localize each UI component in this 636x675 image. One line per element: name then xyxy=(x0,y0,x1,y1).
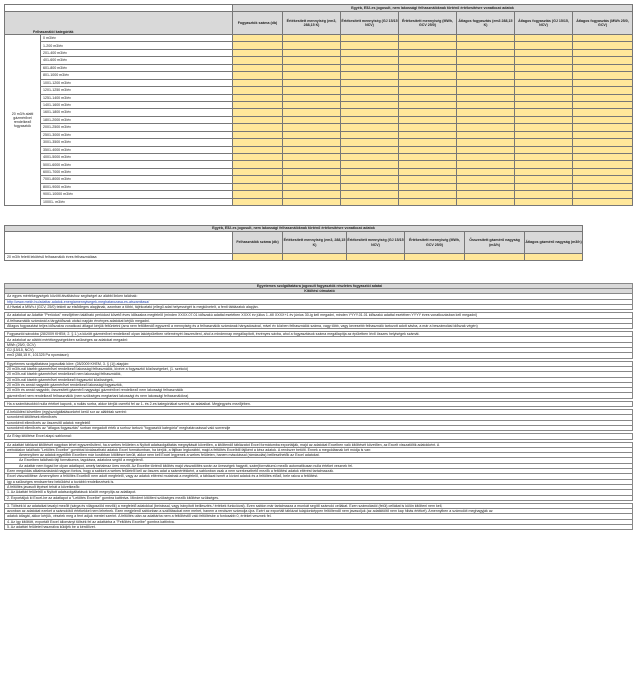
row-label: 1201-1250 m3/év xyxy=(41,87,233,94)
data-cell[interactable] xyxy=(283,124,341,131)
data-cell[interactable] xyxy=(457,109,515,116)
guide-line: adatok átlagát, akkor kérjük, vésztek meg a fent adjuk mentet szerint. A feltöltés után az adattárba nem a feltöltéstől való feltöltésbe a fontosabb 0, értéket vesznek fel. xyxy=(5,514,633,519)
side-label: 20 m3/h alatti gázmérővel rendelkező fogyasztók xyxy=(5,35,41,206)
data-cell[interactable] xyxy=(233,64,283,71)
row-label: 8001-9000 m3/év xyxy=(41,183,233,190)
large-meter-table xyxy=(4,225,583,261)
row-label: 2501-3000 m3/év xyxy=(41,131,233,138)
data-cell[interactable] xyxy=(233,109,283,116)
data-cell[interactable] xyxy=(399,35,457,42)
data-cell[interactable] xyxy=(399,49,457,56)
table-row xyxy=(5,183,633,190)
data-cell[interactable] xyxy=(283,109,341,116)
data-cell[interactable] xyxy=(347,254,405,261)
data-cell[interactable] xyxy=(573,101,633,108)
data-cell[interactable] xyxy=(457,64,515,71)
data-cell[interactable] xyxy=(283,35,341,42)
guide-line: Amennyiben az adatok egyelőbb Excelben már korábban kitöltésre került, akkor nem kell Excel legyenek a webes felületen, hanem másolással (rámásolás) beilleszthetők az Excel adatokat. xyxy=(5,453,633,458)
data-cell[interactable] xyxy=(399,198,457,205)
data-cell[interactable] xyxy=(399,131,457,138)
guide-line: így a szükséges rendszerhez beküldést a további rendelkezések is. xyxy=(5,479,633,484)
data-cell[interactable] xyxy=(573,109,633,116)
data-cell[interactable] xyxy=(341,94,399,101)
table-row xyxy=(5,124,633,131)
guide-line: gázmérővel nem rendelkező felhasználók (nem szükséges megtartani lakossági és nem lakossági felhasználókra) xyxy=(5,393,633,398)
guide-line: 2. Exportáljuk ki Excel-be az adatlapot a "Letöltés Excelbe" gombra kattintva. Mindent kitölteni szükséges mezők kitöltése szükséges. xyxy=(5,495,633,500)
table-row xyxy=(5,72,633,79)
guide-line: Az adatokat az Adattár "Periódus" mezőjében található periódust követő éves időszakra megfelelő (minden XXXX.07.01 időszakú adattal esetében XXXX év július 1.-től XXXX+1 év június 30-ig kell megadni, minden YYYY.01.01 időszakú adattal esetében YYYY éves vonatkozásban kell megadni) xyxy=(5,313,633,318)
conversion-link[interactable]: http://www.mekh.hu/adattar-adatok-energiamennyisegek-meghatarozasa-es-atszamitasa/ xyxy=(5,299,633,304)
data-cell[interactable] xyxy=(283,139,341,146)
data-cell[interactable] xyxy=(399,87,457,94)
data-cell[interactable] xyxy=(457,35,515,42)
column-header: Értékesített mennyiség (MWh, GCV 25/0) xyxy=(399,12,457,35)
guide-line: Az adatokat az alábbi mértékegységekben szükséges az adatokat megadni: xyxy=(5,337,633,342)
column-header: Értékesített mennyiség (GJ 15/15 NCV) xyxy=(341,12,399,35)
data-cell[interactable] xyxy=(341,87,399,94)
guide-line: weboldalon található "Letöltés Excelbe" gombbal kiválasztható adatok Excel formátumban, ha kérjük, a fájlban legkorábbi, majd a feltöltés Excelből fájlként a kész adatok. A rendszer betölti. Ennek a megoldásnak két módja is van: xyxy=(5,447,633,452)
guide-line: azonban az adatokat ezeket a számolótól értékekkel nem lehetnek. Ezen megjelenő sablonban a szállításokat nem mehet, hanem a rendszer számolja újra. Ezért az exportált táblázat tulajdonképpen feltöltendő nem javasoljuk (az adatkitöltő nem kap hibás értéket). Amennyiben a számolóit meghagyják az xyxy=(5,509,633,514)
data-cell[interactable] xyxy=(457,42,515,49)
data-cell[interactable] xyxy=(341,49,399,56)
data-cell[interactable] xyxy=(525,254,583,261)
filling-guide xyxy=(4,283,633,530)
data-cell[interactable] xyxy=(233,79,283,86)
data-cell[interactable] xyxy=(573,87,633,94)
guide-line: Egyetemes szolgáltatásra jogosultak köre: (28/2009 KHEM, 3. § (1)) alapján: xyxy=(5,361,633,366)
table-row xyxy=(5,176,633,183)
data-cell[interactable] xyxy=(341,146,399,153)
row-label: 1251-1400 m3/év xyxy=(41,94,233,101)
category-header: Felhasználói kategóriák xyxy=(5,12,233,35)
guide-line: Az adattár nem fogad be olyan adatlapot, amely tartalmaz üres mezőt. Az Excelbe történő kitöltés majd visszatöltés során az ürességek hagyott, szám)formátumú mezők automatikusan nulla értéket vesznek fel. xyxy=(5,463,633,468)
data-cell[interactable] xyxy=(283,176,341,183)
data-cell[interactable] xyxy=(399,154,457,161)
data-cell[interactable] xyxy=(233,139,283,146)
data-cell[interactable] xyxy=(465,254,525,261)
data-cell[interactable] xyxy=(515,116,573,123)
data-cell[interactable] xyxy=(341,176,399,183)
data-cell[interactable] xyxy=(233,124,283,131)
data-cell[interactable] xyxy=(515,94,573,101)
column-header: Értékesített mennyiség (em3, 288,15 K) xyxy=(283,12,341,35)
data-cell[interactable] xyxy=(283,154,341,161)
data-cell[interactable] xyxy=(283,198,341,205)
data-cell[interactable] xyxy=(573,139,633,146)
data-cell[interactable] xyxy=(573,183,633,190)
guide-line: 4. Az így kitöltött, exportált Excel állományt töltsék fel az adattárba a "Feltöltés Excelbe" gombra kattintva. xyxy=(5,519,633,524)
data-cell[interactable] xyxy=(399,42,457,49)
data-cell[interactable] xyxy=(233,183,283,190)
data-cell[interactable] xyxy=(399,161,457,168)
table-row xyxy=(5,79,633,86)
guide-line: soronkénti ellenőrzés az összesítő adatok megfelelő xyxy=(5,420,633,425)
data-cell[interactable] xyxy=(233,146,283,153)
data-cell[interactable] xyxy=(457,101,515,108)
data-cell[interactable] xyxy=(399,79,457,86)
data-cell[interactable] xyxy=(573,131,633,138)
data-cell[interactable] xyxy=(457,176,515,183)
data-cell[interactable] xyxy=(283,168,341,175)
data-cell[interactable] xyxy=(341,183,399,190)
table-row xyxy=(5,64,633,71)
data-cell[interactable] xyxy=(341,116,399,123)
data-cell[interactable] xyxy=(233,57,283,64)
data-cell[interactable] xyxy=(283,116,341,123)
row-label: 7001-8000 m3/év xyxy=(41,176,233,183)
guide-line: Ezen megoldás alkalmazásánál nagyon fontos, hogy a sablont a webes felületről kell az összes adat a számértékként, a sablonban csak a nem szerkeszthető mezők a feltöltési adatok eltérést tartalmazzák. xyxy=(5,469,633,474)
data-cell[interactable] xyxy=(573,35,633,42)
column-header: Átlagos fogyasztás (em3 288,15 K) xyxy=(457,12,515,35)
row-label: 6001-7000 m3/év xyxy=(41,168,233,175)
data-cell[interactable] xyxy=(515,57,573,64)
row-label: 401-600 m3/év xyxy=(41,57,233,64)
row-label: 801-1000 m3/év xyxy=(41,72,233,79)
data-cell[interactable] xyxy=(515,42,573,49)
guide-line: 20 m3/h-nál kisebb gázmérővel rendelkező nem lakossági felhasználók, xyxy=(5,372,633,377)
data-cell[interactable] xyxy=(233,94,283,101)
guide-line: 1. Az Adattári felületről a Nyitott adatszolgáltatások között megnyitja az adatlapot. xyxy=(5,490,633,495)
data-cell[interactable] xyxy=(283,131,341,138)
data-cell[interactable] xyxy=(233,161,283,168)
consumption-category-table xyxy=(4,4,633,206)
data-cell[interactable] xyxy=(573,161,633,168)
row-label: 1601-1800 m3/év xyxy=(41,109,233,116)
table-row xyxy=(5,139,633,146)
data-cell[interactable] xyxy=(457,154,515,161)
guide-line: 5. Az adattári felületet használva küldjék be a kérdőívet. xyxy=(5,524,633,529)
guide-line: Ha a számításokból nulla értéket kapunk, a nullás sorba, akkor kérjük cseréld fel az 1- és 2-es kategóriákat szerint, az adataikat. Megjegyzés mezőjében. xyxy=(5,401,633,406)
data-cell[interactable] xyxy=(233,35,283,42)
data-cell[interactable] xyxy=(457,94,515,101)
guide-line: Az adattári táblázat kitöltését nagyban lehet egyszerűsíteni, ha a webes felületen a Nyitott adatszolgáltatás megnyitását követően, a kitöltendő táblázatot Excel formátumba exportálják, majd az adatokat Excelben való kitöltését követően, az Excelt visszatöltik adatokként. A xyxy=(5,442,633,447)
data-cell[interactable] xyxy=(457,198,515,205)
data-cell[interactable] xyxy=(399,191,457,198)
table-row xyxy=(5,101,633,108)
guide-line: A beküldést követően (egy)szolgáltatásonként kerül sor az alábbiak szerint: xyxy=(5,410,633,415)
data-cell[interactable] xyxy=(399,72,457,79)
guide-line: MWh (25/0, GCV) xyxy=(5,342,633,347)
table-row xyxy=(5,146,633,153)
data-cell[interactable] xyxy=(341,198,399,205)
row-label: 1001-1200 m3/év xyxy=(41,79,233,86)
data-cell[interactable] xyxy=(283,64,341,71)
data-cell[interactable] xyxy=(341,109,399,116)
column-header: Összesített gázmérő nagyság (m3/h) xyxy=(465,232,525,254)
guide-subtitle: Kitöltési útmutató xyxy=(5,289,633,294)
data-cell[interactable] xyxy=(457,79,515,86)
data-cell[interactable] xyxy=(341,57,399,64)
data-cell[interactable] xyxy=(341,131,399,138)
data-cell[interactable] xyxy=(399,168,457,175)
data-cell[interactable] xyxy=(457,139,515,146)
data-cell[interactable] xyxy=(573,49,633,56)
data-cell[interactable] xyxy=(283,161,341,168)
guide-line: GJ (15/15, NCV) xyxy=(5,348,633,353)
column-header: Átlagos fogyasztás (MWh 25/0, GCV) xyxy=(573,12,633,35)
data-cell[interactable] xyxy=(515,146,573,153)
data-cell[interactable] xyxy=(573,72,633,79)
guide-line: soronkénti ellenőrzés az "átlagos fogyasztás" sorban megadott érték a sorhoz tartozó "fogyasztói kategória" meghatározással való sorrendje xyxy=(5,425,633,430)
data-cell[interactable] xyxy=(341,79,399,86)
table-row xyxy=(5,57,633,64)
data-cell[interactable] xyxy=(399,139,457,146)
data-cell[interactable] xyxy=(341,124,399,131)
row-label: 10001- m3/év xyxy=(41,198,233,205)
data-cell[interactable] xyxy=(399,146,457,153)
column-header: Fogyasztók száma (db) xyxy=(233,12,283,35)
table-row xyxy=(5,35,633,42)
data-cell[interactable] xyxy=(233,116,283,123)
row-label: 3501-4000 m3/év xyxy=(41,146,233,153)
data-cell[interactable] xyxy=(233,168,283,175)
column-header: Értékesített mennyiség (MWh, GCV 25/0) xyxy=(405,232,465,254)
data-cell[interactable] xyxy=(233,42,283,49)
table-row xyxy=(5,168,633,175)
table-row xyxy=(5,87,633,94)
table-row xyxy=(5,109,633,116)
data-cell[interactable] xyxy=(515,79,573,86)
guide-line: A feltöltés javasolt lépései tehát a következők: xyxy=(5,484,633,489)
data-cell[interactable] xyxy=(233,49,283,56)
guide-line: Az Excelben található fájl formátumra, tagolásra, adatokra segítő a megjelenő. xyxy=(5,458,633,463)
column-header: Értékesített mennyiség (GJ 15/15 NCV) xyxy=(347,232,405,254)
data-cell[interactable] xyxy=(573,146,633,153)
row-label: 9001-10000 m3/év xyxy=(41,191,233,198)
table2-title: Egyéb, E52-es jogosult, nem lakossági felhasználóknak történő értékesítésre vonatkozó adatok xyxy=(5,226,583,232)
table2-row-label: 20 m3/h feletti lekötésű felhasználók éves felhasználása xyxy=(5,254,233,261)
table-row xyxy=(5,42,633,49)
data-cell[interactable] xyxy=(341,168,399,175)
data-cell[interactable] xyxy=(283,94,341,101)
data-cell[interactable] xyxy=(233,198,283,205)
data-cell[interactable] xyxy=(405,254,465,261)
data-cell[interactable] xyxy=(573,116,633,123)
data-cell[interactable] xyxy=(233,72,283,79)
data-cell[interactable] xyxy=(341,42,399,49)
data-cell[interactable] xyxy=(457,161,515,168)
row-label: 201-400 m3/év xyxy=(41,49,233,56)
data-cell[interactable] xyxy=(283,191,341,198)
data-cell[interactable] xyxy=(283,42,341,49)
data-cell[interactable] xyxy=(283,101,341,108)
data-cell[interactable] xyxy=(457,124,515,131)
table-row xyxy=(5,191,633,198)
data-cell[interactable] xyxy=(399,124,457,131)
row-label: 2001-2500 m3/év xyxy=(41,124,233,131)
table1-title: Egyéb, E52-es jogosult, nem lakossági felhasználóknak történő értékesítésre vonatkozó adatok xyxy=(233,5,633,12)
row-label: 1401-1600 m3/év xyxy=(41,101,233,108)
data-cell[interactable] xyxy=(515,101,573,108)
data-cell[interactable] xyxy=(457,116,515,123)
data-cell[interactable] xyxy=(399,64,457,71)
data-cell[interactable] xyxy=(573,64,633,71)
column-header: Átlagos fogyasztás (GJ 15/15, NCV) xyxy=(515,12,573,35)
data-cell[interactable] xyxy=(515,191,573,198)
row-label: 5001-6000 m3/év xyxy=(41,161,233,168)
data-cell[interactable] xyxy=(515,64,573,71)
data-cell[interactable] xyxy=(233,191,283,198)
data-cell[interactable] xyxy=(399,183,457,190)
guide-line: A felhasználók számánál a tárgyidőszak utolsó napján érvényes adatokat kérjük megadni. xyxy=(5,318,633,323)
data-cell[interactable] xyxy=(283,79,341,86)
data-cell[interactable] xyxy=(399,94,457,101)
data-cell[interactable] xyxy=(515,87,573,94)
data-cell[interactable] xyxy=(457,72,515,79)
column-header: Felhasználók száma (db) xyxy=(233,232,283,254)
data-cell[interactable] xyxy=(515,183,573,190)
data-cell[interactable] xyxy=(283,146,341,153)
data-cell[interactable] xyxy=(233,87,283,94)
data-cell[interactable] xyxy=(283,254,347,261)
data-cell[interactable] xyxy=(515,161,573,168)
data-cell[interactable] xyxy=(399,109,457,116)
data-cell[interactable] xyxy=(457,131,515,138)
guide-line: Excel visszatöltése: Amennyiben a feltöltés Excelből nem adott megfelelő, vagy az adatok eltérést mutatnak a megfelelő, a táblázat ismét a kívánt adatok és a feltöltés előző, bele rakva a feltöltést. xyxy=(5,474,633,479)
data-cell[interactable] xyxy=(233,154,283,161)
guide-line: Átlagos fogyasztást teljes időszakra vonatkozó átlagot kérjük feltüntetni (arra nem feltöltendő egyszerű a mennyiség és a felhasználók számának hányadosával, mivel év közben felhasználók száma, vagy több, vagy kevesebb felhasználó tartozott adott sávba, a már a beszámolási időszak végén) xyxy=(5,323,633,328)
table-row xyxy=(5,131,633,138)
data-cell[interactable] xyxy=(283,49,341,56)
data-cell[interactable] xyxy=(515,49,573,56)
data-cell[interactable] xyxy=(283,183,341,190)
data-cell[interactable] xyxy=(341,191,399,198)
data-cell[interactable] xyxy=(515,176,573,183)
data-cell[interactable] xyxy=(341,64,399,71)
data-cell[interactable] xyxy=(457,183,515,190)
row-label: 4001-5000 m3/év xyxy=(41,154,233,161)
data-cell[interactable] xyxy=(233,101,283,108)
guide-line: A Hivatal a MWh-t (GCV, 25/0) tekinti az elsődleges alapjának, azonban a többi, tájékoztató jellegű adat helyességét is megkövetelt, a fenti táblázatok alapján. xyxy=(5,305,633,310)
guide-line: 20 m3/h és annál nagyobb, összesített gázmérő nagyságú gázmérővel rendelkező nem lakossági felhasználók xyxy=(5,388,633,393)
guide-line: Az Érlap kitöltése Excel alapú sablonnal: xyxy=(5,434,633,439)
row-label: 0 m3/év xyxy=(41,35,233,42)
data-cell[interactable] xyxy=(573,79,633,86)
row-label: 1801-2000 m3/év xyxy=(41,116,233,123)
data-cell[interactable] xyxy=(399,116,457,123)
data-cell[interactable] xyxy=(573,57,633,64)
table-row xyxy=(5,198,633,205)
guide-line: 20 m3/h és annál nagyobb gázmérővel rendelkező lakossági fogyasztók, xyxy=(5,382,633,387)
table-row xyxy=(5,116,633,123)
data-cell[interactable] xyxy=(573,191,633,198)
data-cell[interactable] xyxy=(457,146,515,153)
guide-line: 20 m3/h-nál kisebb gázmérővel rendelkező fogyasztói közösségek, xyxy=(5,377,633,382)
guide-line: 20 m3/h-nál kisebb gázmérővel rendelkező lakossági felhasználók, kivéve a fogyasztói közösségeket, (1. szekció) xyxy=(5,366,633,371)
table-row xyxy=(5,154,633,161)
data-cell[interactable] xyxy=(457,49,515,56)
data-cell[interactable] xyxy=(341,154,399,161)
data-cell[interactable] xyxy=(233,131,283,138)
data-cell[interactable] xyxy=(573,176,633,183)
data-cell[interactable] xyxy=(399,176,457,183)
data-cell[interactable] xyxy=(515,139,573,146)
row-label: 1-200 m3/év xyxy=(41,42,233,49)
guide-line: Fogyasztói sávokba (28/2009 KHEM, 2. § 1.) a között gázmérővel rendelkező olyan lakóépületben véleményét összesíteni, ahol a mindennap megállapított, érvényes sávba, ahol a fogyasztások száma megállapítja az épületben lévő összes helyiségek számát. xyxy=(5,332,633,337)
data-cell[interactable] xyxy=(457,57,515,64)
data-cell[interactable] xyxy=(341,139,399,146)
data-cell[interactable] xyxy=(515,72,573,79)
guide-line: em3 (288,15 K, 101325 Pa nyomáson) xyxy=(5,353,633,358)
table-row xyxy=(5,161,633,168)
data-cell[interactable] xyxy=(515,198,573,205)
data-cell[interactable] xyxy=(515,124,573,131)
data-cell[interactable] xyxy=(399,57,457,64)
data-cell[interactable] xyxy=(573,154,633,161)
column-header: Átlagos gázmérő nagyság (m3/h) xyxy=(525,232,583,254)
data-cell[interactable] xyxy=(573,168,633,175)
data-cell[interactable] xyxy=(573,198,633,205)
data-cell[interactable] xyxy=(399,101,457,108)
data-cell[interactable] xyxy=(233,176,283,183)
data-cell[interactable] xyxy=(573,94,633,101)
table-row xyxy=(5,94,633,101)
guide-line: Az egyes mértékegységek közötti átváltáshoz segítséget az alábbi linken találnak: xyxy=(5,294,633,299)
guide-line: 3. Töltsék ki az adataikat tavalyi mezőit (sárga és világoszöld mezők) a megfelelő adatokkal (beírással, vagy irányított beillesztés / értékek funkcióval). Ezen sablon már tartalmazza a munkát segítő számoló cellákat. Ezen számolástól (felül) cellákat is külön kitölteni nem kell, xyxy=(5,503,633,508)
data-cell[interactable] xyxy=(283,87,341,94)
data-cell[interactable] xyxy=(515,168,573,175)
data-cell[interactable] xyxy=(515,154,573,161)
data-cell[interactable] xyxy=(457,87,515,94)
data-cell[interactable] xyxy=(341,101,399,108)
data-cell[interactable] xyxy=(341,35,399,42)
data-cell[interactable] xyxy=(515,131,573,138)
row-label: 601-800 m3/év xyxy=(41,64,233,71)
row-label: 3001-3500 m3/év xyxy=(41,139,233,146)
table-row xyxy=(5,49,633,56)
data-cell[interactable] xyxy=(515,35,573,42)
data-cell[interactable] xyxy=(283,57,341,64)
guide-title: Egyetemes szolgáltatásra jogosult fogyasztók részletes fogyasztói adatai xyxy=(5,284,633,289)
data-cell[interactable] xyxy=(573,124,633,131)
data-cell[interactable] xyxy=(283,72,341,79)
data-cell[interactable] xyxy=(457,191,515,198)
data-cell[interactable] xyxy=(573,42,633,49)
guide-line: soronkénti kitöltések ellenőrzés xyxy=(5,415,633,420)
data-cell[interactable] xyxy=(341,72,399,79)
data-cell[interactable] xyxy=(515,109,573,116)
data-cell[interactable] xyxy=(457,168,515,175)
column-header: Értékesített mennyiség (em3, 288,15 K) xyxy=(283,232,347,254)
data-cell[interactable] xyxy=(341,161,399,168)
data-cell[interactable] xyxy=(233,254,283,261)
